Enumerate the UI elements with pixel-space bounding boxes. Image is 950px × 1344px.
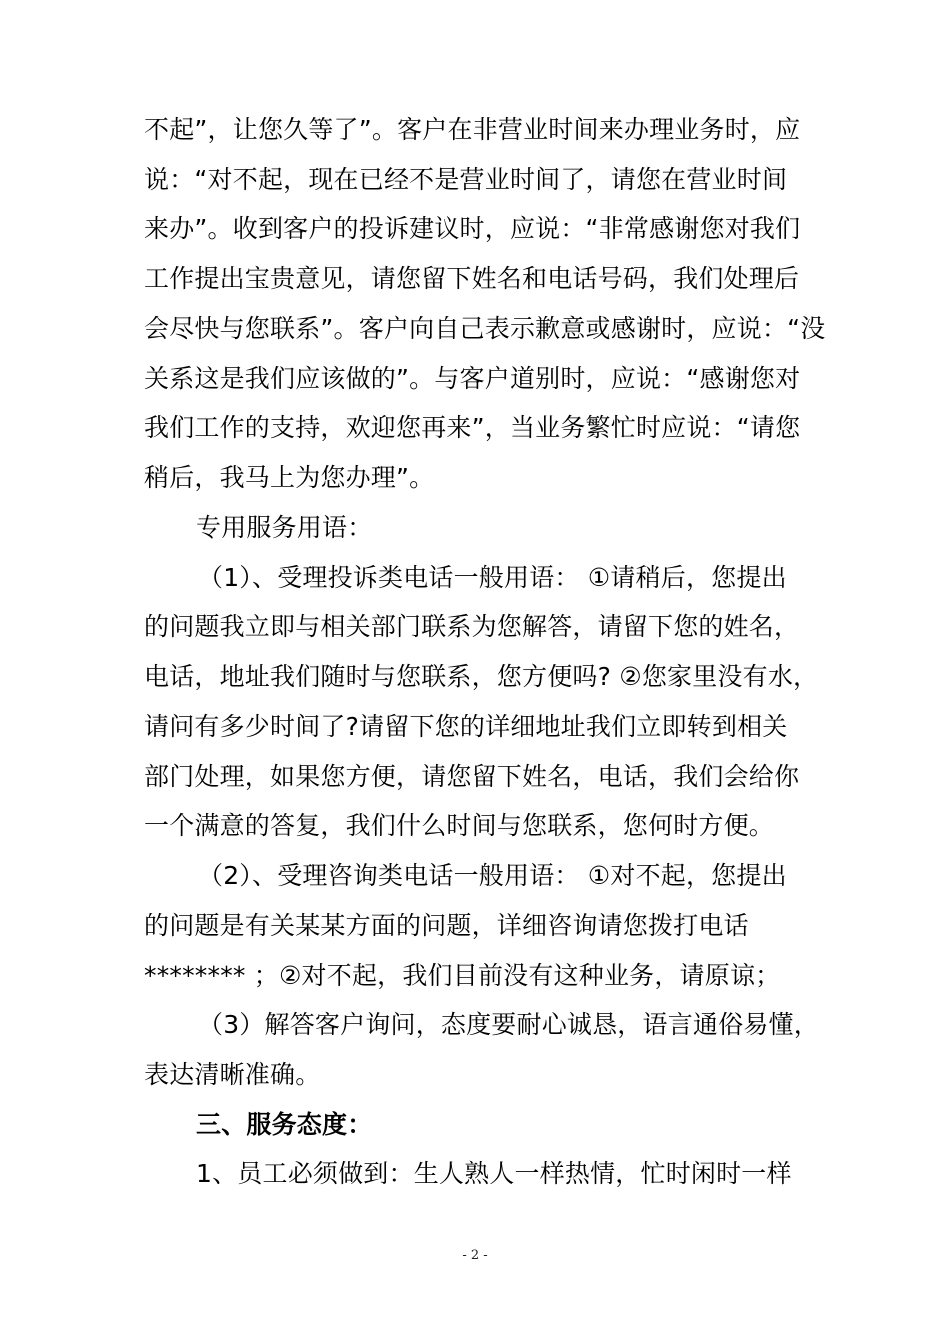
body-text-line: （1）、受理投诉类电话一般用语： ①请稍后，您提出 — [198, 563, 787, 592]
body-text-line: （3）解答客户询问，态度要耐心诚恳，语言通俗易懂， — [198, 1010, 819, 1039]
body-text-line: （2）、受理咨询类电话一般用语： ①对不起，您提出 — [198, 861, 787, 890]
body-text-line: 部门处理，如果您方便，请您留下姓名，电话，我们会给你 — [144, 762, 800, 791]
body-text-line: 会尽快与您联系”。客户向自己表示歉意或感谢时，应说：“没 — [144, 314, 826, 343]
body-text-line: 的问题我立即与相关部门联系为您解答，请留下您的姓名， — [144, 612, 800, 641]
body-text-line: 来办”。收到客户的投诉建议时，应说：“非常感谢您对我们 — [144, 214, 801, 243]
page-number: - 2 - — [462, 1248, 488, 1263]
section-label: 专用服务用语： — [196, 513, 373, 542]
body-text-line: 关系这是我们应该做的”。与客户道别时，应说：“感谢您对 — [144, 364, 801, 393]
body-text-line: 请问有多少时间了?请留下您的详细地址我们立即转到相关 — [144, 712, 788, 741]
body-text-line: 不起”，让您久等了”。客户在非营业时间来办理业务时，应 — [144, 115, 801, 144]
body-text-line: 1、员工必须做到：生人熟人一样热情，忙时闲时一样 — [196, 1159, 792, 1188]
body-text-line: ******** ；②对不起，我们目前没有这种业务，请原谅； — [144, 961, 781, 990]
body-text-line: 的问题是有关某某方面的问题，详细咨询请您拨打电话 — [144, 911, 749, 940]
section-heading: 三、服务态度： — [196, 1110, 373, 1139]
body-text-line: 说：“对不起，现在已经不是营业时间了，请您在营业时间 — [144, 165, 788, 194]
body-text-line: 稍后，我马上为您办理”。 — [144, 463, 435, 492]
body-text-line: 一个满意的答复，我们什么时间与您联系，您何时方便。 — [144, 811, 775, 840]
body-text-line: 表达清晰准确。 — [144, 1060, 321, 1089]
body-text-line: 我们工作的支持，欢迎您再来”，当业务繁忙时应说：“请您 — [144, 413, 801, 442]
body-text-line: 电话，地址我们随时与您联系，您方便吗? ②您家里没有水， — [144, 662, 819, 691]
body-text-line: 工作提出宝贵意见，请您留下姓名和电话号码，我们处理后 — [144, 264, 800, 293]
